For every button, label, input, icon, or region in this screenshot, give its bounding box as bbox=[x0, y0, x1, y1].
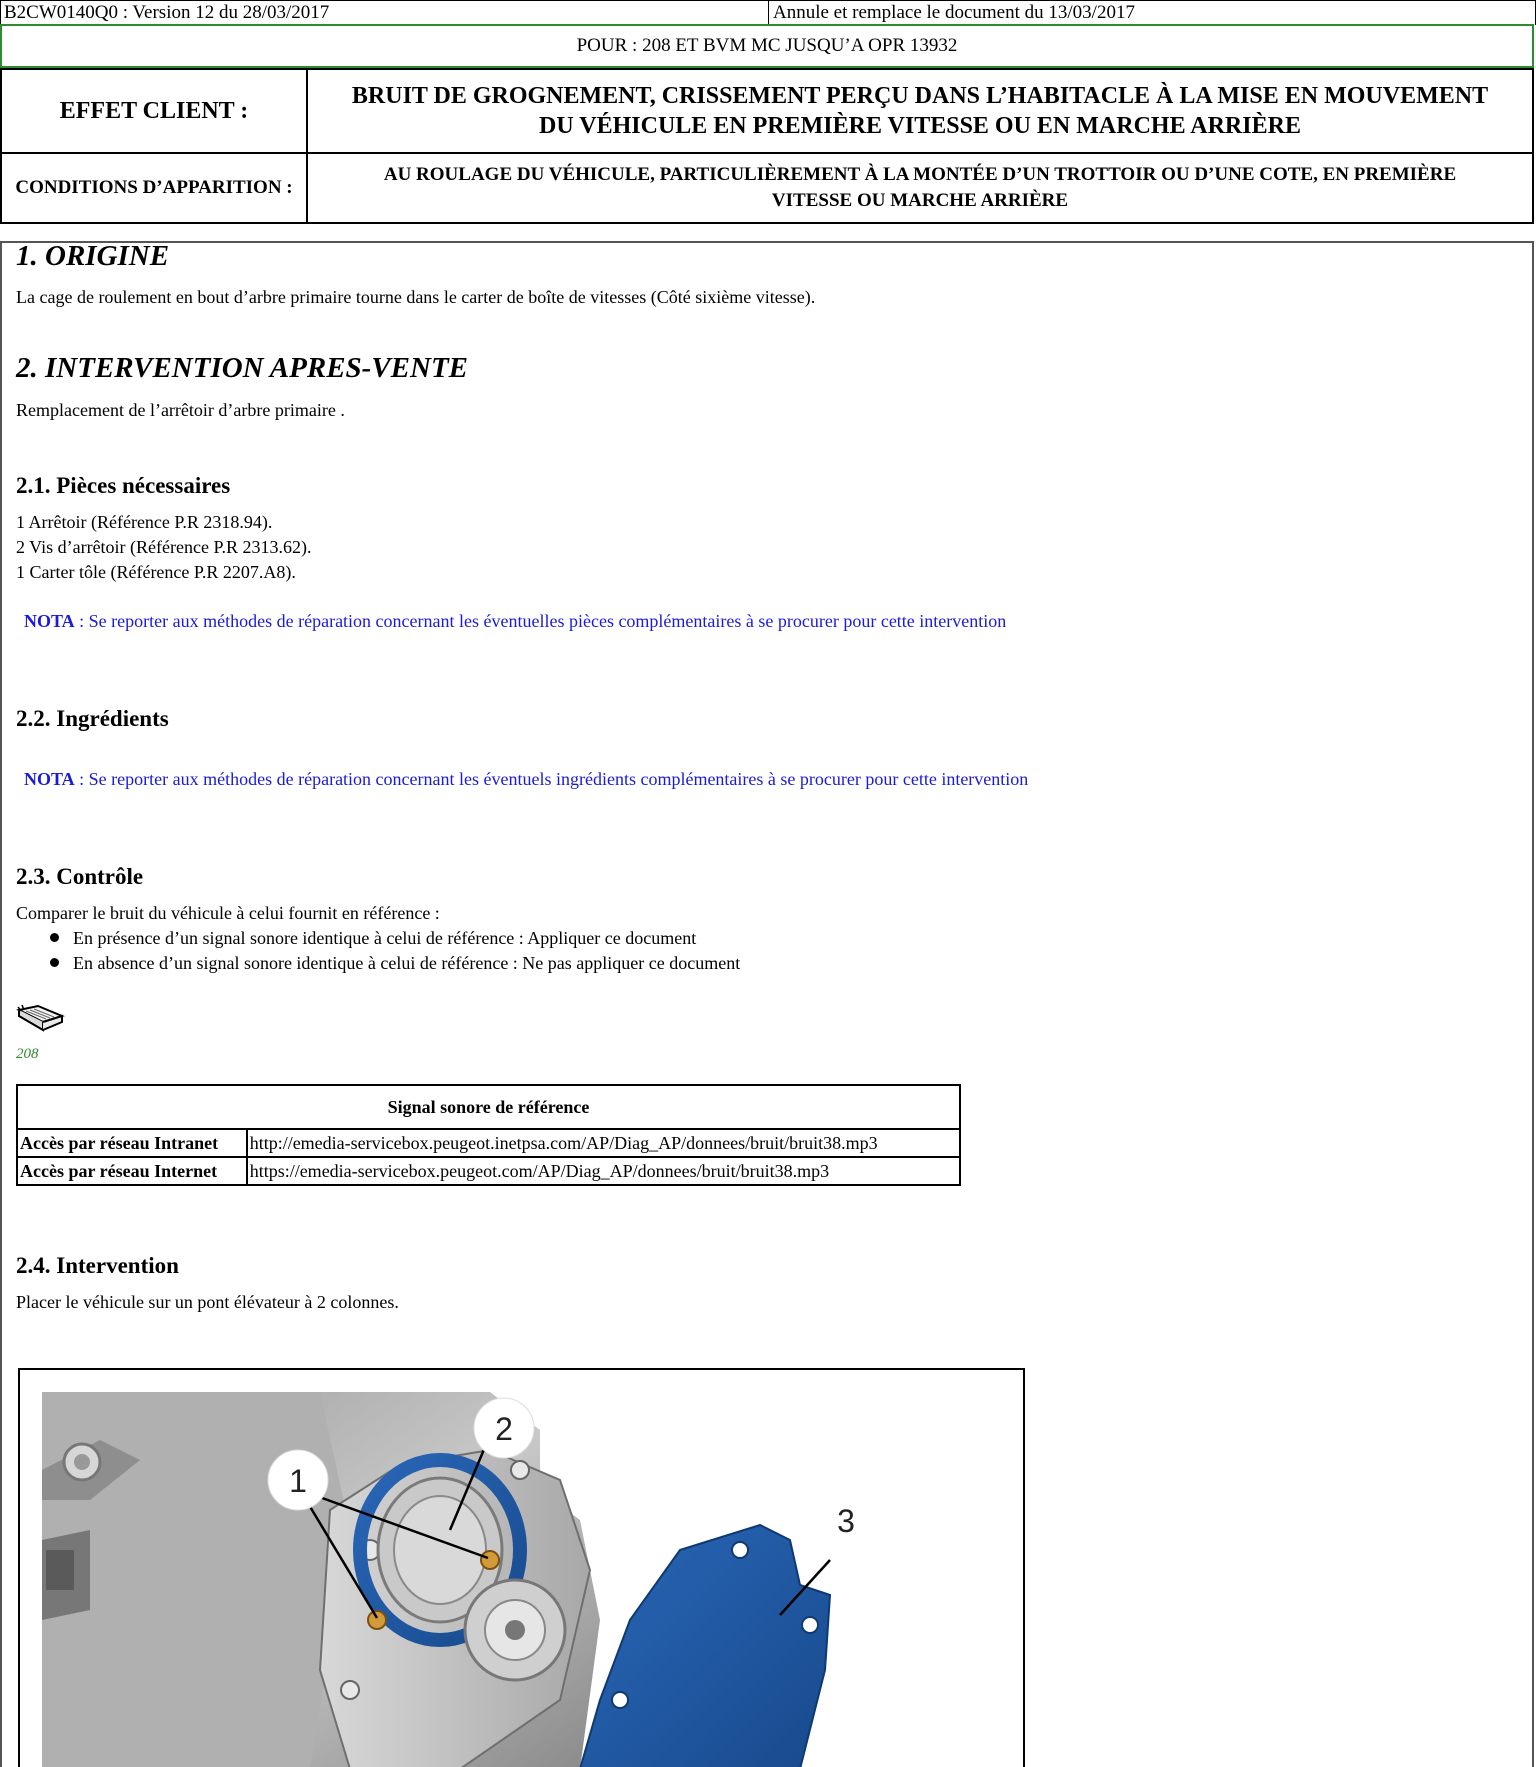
gearbox-illustration bbox=[18, 1368, 1025, 1767]
access-url-intranet[interactable]: http://emedia-servicebox.peugeot.inetpsa.com/AP/Diag_AP/donnees/bruit/bruit38.mp3 bbox=[247, 1129, 960, 1157]
access-url-internet[interactable]: https://emedia-servicebox.peugeot.com/AP/Diag_AP/donnees/bruit/bruit38.mp3 bbox=[247, 1157, 960, 1185]
effet-client-value-line2: DU VÉHICULE EN PREMIÈRE VITESSE OU EN MARCHE ARRIÈRE bbox=[539, 113, 1301, 139]
conditions-value-line2: VITESSE OU MARCHE ARRIÈRE bbox=[771, 190, 1069, 211]
gearbox-drawing bbox=[20, 1370, 1023, 1767]
table-row bbox=[17, 1129, 960, 1157]
book-caption: 208 bbox=[16, 1046, 39, 1062]
reference-signal-table bbox=[16, 1084, 961, 1186]
bullet-text: En absence d’un signal sonore identique à celui de référence : Ne pas appliquer ce document bbox=[73, 953, 741, 973]
part-line: 1 Arrêtoir (Référence P.R 2318.94). bbox=[16, 512, 273, 532]
table-header: Signal sonore de référence bbox=[17, 1085, 960, 1129]
section-text-origine: La cage de roulement en bout d’arbre primaire tourne dans le carter de boîte de vitesses (Côté sixième vitesse). bbox=[16, 287, 816, 307]
nota-pieces bbox=[24, 611, 1006, 632]
effet-client-value bbox=[308, 70, 1532, 152]
controle-bullet bbox=[50, 928, 696, 949]
effet-client-label: EFFET CLIENT : bbox=[2, 70, 308, 152]
callout-label: 2 bbox=[495, 1411, 513, 1447]
section-title-intervention-apres-vente: 2. INTERVENTION APRES-VENTE bbox=[16, 352, 469, 384]
controle-intro: Comparer le bruit du véhicule à celui fournit en référence : bbox=[16, 903, 440, 923]
nota-ingredients bbox=[24, 769, 1028, 790]
access-label-intranet: Accès par réseau Intranet bbox=[17, 1129, 247, 1157]
section-title-ingredients: 2.2. Ingrédients bbox=[16, 706, 169, 731]
document-header-row bbox=[0, 0, 1536, 25]
nota-label: NOTA bbox=[24, 611, 75, 631]
conditions-value-line1: AU ROULAGE DU VÉHICULE, PARTICULIÈREMENT À LA MONTÉE D’UN TROTTOIR OU D’UNE COTE, EN PREMIÈRE bbox=[383, 164, 1457, 185]
part-line: 2 Vis d’arrêtoir (Référence P.R 2313.62). bbox=[16, 537, 312, 557]
controle-bullet bbox=[50, 953, 740, 974]
bullet-text: En présence d’un signal sonore identique à celui de référence : Appliquer ce document bbox=[73, 928, 697, 948]
symptom-table bbox=[0, 68, 1534, 224]
document-reference: B2CW0140Q0 : Version 12 du 28/03/2017 bbox=[1, 1, 769, 25]
conditions-row bbox=[2, 154, 1532, 222]
section-text-intervention-apres-vente: Remplacement de l’arrêtoir d’arbre primaire . bbox=[16, 400, 345, 420]
section-text-intervention: Placer le véhicule sur un pont élévateur à 2 colonnes. bbox=[16, 1292, 399, 1312]
bullet-dot bbox=[50, 958, 59, 967]
nota-label: NOTA bbox=[24, 769, 75, 789]
section-title-origine: 1. ORIGINE bbox=[16, 240, 170, 272]
nota-text: : Se reporter aux méthodes de réparation concernant les éventuelles pièces complémentaires à se procurer pour cette intervention bbox=[74, 611, 1007, 631]
conditions-label: CONDITIONS D’APPARITION : bbox=[2, 154, 308, 222]
nota-text: : Se reporter aux méthodes de réparation concernant les éventuels ingrédients complémentaires à se procurer pour cette intervention bbox=[74, 769, 1029, 789]
section-title-pieces: 2.1. Pièces nécessaires bbox=[16, 473, 231, 498]
conditions-value bbox=[308, 154, 1532, 222]
callout-label: 3 bbox=[837, 1503, 855, 1539]
effet-client-row bbox=[2, 70, 1532, 154]
effet-client-value-line1: BRUIT DE GROGNEMENT, CRISSEMENT PERÇU DANS L’HABITACLE À LA MISE EN MOUVEMENT bbox=[351, 83, 1489, 109]
open-book-icon[interactable] bbox=[16, 1002, 66, 1036]
access-label-internet: Accès par réseau Internet bbox=[17, 1157, 247, 1185]
applicability-line: POUR : 208 ET BVM MC JUSQU’A OPR 13932 bbox=[0, 26, 1534, 68]
replaces-document: Annule et remplace le document du 13/03/2017 bbox=[773, 2, 1135, 23]
section-title-controle: 2.3. Contrôle bbox=[16, 864, 144, 889]
table-header-row bbox=[17, 1085, 960, 1129]
section-title-intervention: 2.4. Intervention bbox=[16, 1253, 179, 1278]
part-line: 1 Carter tôle (Référence P.R 2207.A8). bbox=[16, 562, 296, 582]
table-row bbox=[17, 1157, 960, 1185]
bullet-dot bbox=[50, 933, 59, 942]
callout-label: 1 bbox=[289, 1463, 307, 1499]
